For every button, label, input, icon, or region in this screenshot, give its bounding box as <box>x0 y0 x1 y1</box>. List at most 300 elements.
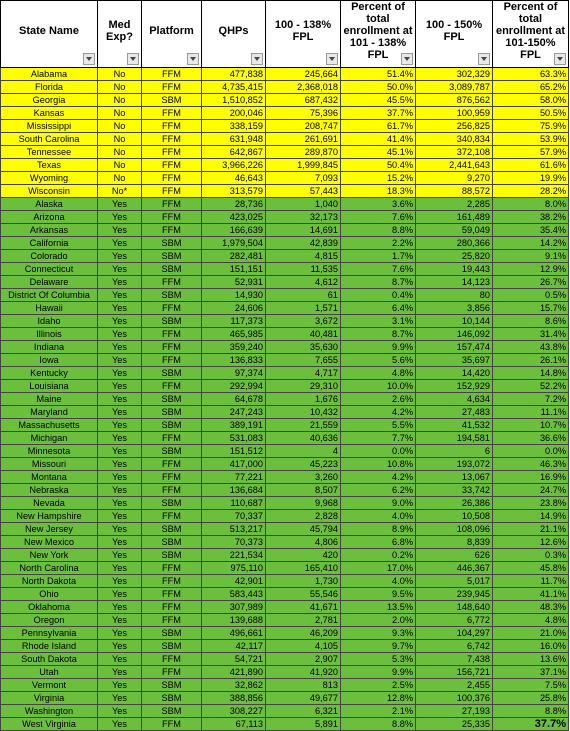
cell-fpl-138[interactable]: 165,410 <box>266 562 341 575</box>
cell-fpl-138[interactable]: 41,671 <box>266 601 341 614</box>
cell-pct-138[interactable]: 3.6% <box>341 198 416 211</box>
cell-pct-138[interactable]: 4.0% <box>341 575 416 588</box>
cell-qhps[interactable]: 77,221 <box>202 471 266 484</box>
cell-pct-138[interactable]: 2.1% <box>341 705 416 718</box>
cell-fpl-138[interactable]: 14,691 <box>266 224 341 237</box>
cell-fpl-150[interactable]: 14,420 <box>416 367 493 380</box>
cell-pct-150[interactable]: 36.6% <box>493 432 569 445</box>
cell-platform[interactable]: FFM <box>142 354 202 367</box>
cell-state-name[interactable]: Ohio <box>1 588 98 601</box>
cell-pct-138[interactable]: 8.8% <box>341 224 416 237</box>
cell-state-name[interactable]: Tennessee <box>1 146 98 159</box>
cell-qhps[interactable]: 70,373 <box>202 536 266 549</box>
cell-pct-138[interactable]: 7.6% <box>341 263 416 276</box>
cell-fpl-150[interactable]: 100,959 <box>416 107 493 120</box>
cell-platform[interactable]: SBM <box>142 523 202 536</box>
table-row[interactable] <box>1 497 569 510</box>
cell-platform[interactable]: FFM <box>142 302 202 315</box>
cell-med-exp[interactable]: Yes <box>98 523 142 536</box>
table-row[interactable] <box>1 679 569 692</box>
cell-pct-150[interactable]: 0.3% <box>493 549 569 562</box>
cell-med-exp[interactable]: Yes <box>98 458 142 471</box>
cell-fpl-138[interactable]: 1,999,845 <box>266 159 341 172</box>
cell-med-exp[interactable]: Yes <box>98 718 142 731</box>
filter-dropdown-icon[interactable] <box>401 53 413 65</box>
cell-pct-150[interactable]: 12.6% <box>493 536 569 549</box>
cell-pct-138[interactable]: 5.3% <box>341 653 416 666</box>
cell-qhps[interactable]: 308,227 <box>202 705 266 718</box>
cell-state-name[interactable]: Oregon <box>1 614 98 627</box>
cell-fpl-150[interactable]: 80 <box>416 289 493 302</box>
cell-pct-150[interactable]: 24.7% <box>493 484 569 497</box>
cell-state-name[interactable]: Delaware <box>1 276 98 289</box>
cell-fpl-138[interactable]: 208,747 <box>266 120 341 133</box>
cell-pct-138[interactable]: 18.3% <box>341 185 416 198</box>
cell-qhps[interactable]: 64,678 <box>202 393 266 406</box>
cell-platform[interactable]: SBM <box>142 367 202 380</box>
cell-state-name[interactable]: Montana <box>1 471 98 484</box>
cell-pct-138[interactable]: 41.4% <box>341 133 416 146</box>
table-row[interactable] <box>1 81 569 94</box>
cell-med-exp[interactable]: Yes <box>98 679 142 692</box>
cell-state-name[interactable]: Missouri <box>1 458 98 471</box>
table-row[interactable] <box>1 523 569 536</box>
cell-fpl-138[interactable]: 1,730 <box>266 575 341 588</box>
cell-platform[interactable]: SBM <box>142 705 202 718</box>
cell-med-exp[interactable]: Yes <box>98 549 142 562</box>
cell-fpl-138[interactable]: 41,920 <box>266 666 341 679</box>
cell-fpl-138[interactable]: 55,546 <box>266 588 341 601</box>
cell-state-name[interactable]: Pennsylvania <box>1 627 98 640</box>
cell-state-name[interactable]: Kansas <box>1 107 98 120</box>
cell-pct-150[interactable]: 28.2% <box>493 185 569 198</box>
cell-qhps[interactable]: 46,643 <box>202 172 266 185</box>
cell-pct-150[interactable]: 65.2% <box>493 81 569 94</box>
cell-fpl-138[interactable]: 57,443 <box>266 185 341 198</box>
cell-fpl-138[interactable]: 4,815 <box>266 250 341 263</box>
cell-fpl-150[interactable]: 161,489 <box>416 211 493 224</box>
cell-fpl-150[interactable]: 2,285 <box>416 198 493 211</box>
cell-pct-150[interactable]: 12.9% <box>493 263 569 276</box>
cell-platform[interactable]: FFM <box>142 484 202 497</box>
cell-fpl-150[interactable]: 148,640 <box>416 601 493 614</box>
cell-state-name[interactable]: Washington <box>1 705 98 718</box>
cell-state-name[interactable]: South Carolina <box>1 133 98 146</box>
cell-state-name[interactable]: Maine <box>1 393 98 406</box>
cell-platform[interactable]: SBM <box>142 289 202 302</box>
cell-pct-150[interactable]: 7.5% <box>493 679 569 692</box>
cell-platform[interactable]: SBM <box>142 640 202 653</box>
cell-pct-150[interactable]: 35.4% <box>493 224 569 237</box>
cell-med-exp[interactable]: Yes <box>98 601 142 614</box>
cell-pct-150[interactable]: 57.9% <box>493 146 569 159</box>
cell-platform[interactable]: SBM <box>142 497 202 510</box>
cell-qhps[interactable]: 24,606 <box>202 302 266 315</box>
cell-qhps[interactable]: 70,337 <box>202 510 266 523</box>
cell-platform[interactable]: FFM <box>142 198 202 211</box>
cell-qhps[interactable]: 388,856 <box>202 692 266 705</box>
table-row[interactable] <box>1 250 569 263</box>
table-row[interactable] <box>1 380 569 393</box>
cell-platform[interactable]: FFM <box>142 666 202 679</box>
cell-platform[interactable]: SBM <box>142 419 202 432</box>
cell-qhps[interactable]: 477,838 <box>202 68 266 81</box>
table-row[interactable] <box>1 705 569 718</box>
cell-fpl-138[interactable]: 4,806 <box>266 536 341 549</box>
cell-fpl-150[interactable]: 25,820 <box>416 250 493 263</box>
cell-fpl-138[interactable]: 6,321 <box>266 705 341 718</box>
table-row[interactable] <box>1 393 569 406</box>
cell-state-name[interactable]: Hawaii <box>1 302 98 315</box>
filter-dropdown-icon[interactable] <box>478 53 490 65</box>
cell-platform[interactable]: FFM <box>142 328 202 341</box>
cell-pct-150[interactable]: 50.5% <box>493 107 569 120</box>
cell-med-exp[interactable]: No <box>98 133 142 146</box>
cell-pct-138[interactable]: 8.7% <box>341 328 416 341</box>
cell-med-exp[interactable]: Yes <box>98 237 142 250</box>
cell-fpl-138[interactable]: 42,839 <box>266 237 341 250</box>
table-row[interactable] <box>1 692 569 705</box>
cell-med-exp[interactable]: Yes <box>98 198 142 211</box>
cell-pct-138[interactable]: 8.7% <box>341 276 416 289</box>
cell-platform[interactable]: SBM <box>142 94 202 107</box>
cell-pct-150[interactable]: 13.6% <box>493 653 569 666</box>
cell-qhps[interactable]: 3,966,226 <box>202 159 266 172</box>
cell-qhps[interactable]: 1,979,504 <box>202 237 266 250</box>
cell-platform[interactable]: SBM <box>142 536 202 549</box>
cell-qhps[interactable]: 28,736 <box>202 198 266 211</box>
cell-platform[interactable]: SBM <box>142 393 202 406</box>
cell-platform[interactable]: FFM <box>142 146 202 159</box>
cell-pct-150[interactable]: 8.0% <box>493 198 569 211</box>
cell-state-name[interactable]: Connecticut <box>1 263 98 276</box>
cell-med-exp[interactable]: Yes <box>98 640 142 653</box>
cell-pct-150[interactable]: 61.6% <box>493 159 569 172</box>
cell-pct-138[interactable]: 51.4% <box>341 68 416 81</box>
cell-pct-138[interactable]: 45.1% <box>341 146 416 159</box>
cell-fpl-150[interactable]: 100,376 <box>416 692 493 705</box>
cell-fpl-150[interactable]: 193,072 <box>416 458 493 471</box>
cell-qhps[interactable]: 513,217 <box>202 523 266 536</box>
cell-pct-150[interactable]: 37.1% <box>493 666 569 679</box>
cell-state-name[interactable]: New Jersey <box>1 523 98 536</box>
table-row[interactable] <box>1 159 569 172</box>
cell-state-name[interactable]: Maryland <box>1 406 98 419</box>
cell-fpl-150[interactable]: 104,297 <box>416 627 493 640</box>
cell-fpl-150[interactable]: 280,366 <box>416 237 493 250</box>
cell-fpl-150[interactable]: 340,834 <box>416 133 493 146</box>
cell-pct-138[interactable]: 7.6% <box>341 211 416 224</box>
cell-platform[interactable]: FFM <box>142 510 202 523</box>
cell-qhps[interactable]: 975,110 <box>202 562 266 575</box>
cell-med-exp[interactable]: No <box>98 172 142 185</box>
cell-fpl-138[interactable]: 8,507 <box>266 484 341 497</box>
cell-fpl-138[interactable]: 49,677 <box>266 692 341 705</box>
cell-qhps[interactable]: 4,735,415 <box>202 81 266 94</box>
cell-pct-150[interactable]: 9.1% <box>493 250 569 263</box>
cell-fpl-150[interactable]: 27,193 <box>416 705 493 718</box>
table-row[interactable] <box>1 432 569 445</box>
cell-pct-150[interactable]: 43.8% <box>493 341 569 354</box>
cell-pct-138[interactable]: 37.7% <box>341 107 416 120</box>
cell-pct-150[interactable]: 19.9% <box>493 172 569 185</box>
filter-dropdown-icon[interactable] <box>326 53 338 65</box>
cell-pct-138[interactable]: 10.0% <box>341 380 416 393</box>
cell-pct-150[interactable]: 11.7% <box>493 575 569 588</box>
table-row[interactable] <box>1 718 569 731</box>
cell-med-exp[interactable]: Yes <box>98 224 142 237</box>
cell-pct-138[interactable]: 0.2% <box>341 549 416 562</box>
filter-dropdown-icon[interactable] <box>251 53 263 65</box>
cell-platform[interactable]: SBM <box>142 406 202 419</box>
cell-med-exp[interactable]: Yes <box>98 276 142 289</box>
cell-platform[interactable]: FFM <box>142 601 202 614</box>
table-row[interactable] <box>1 198 569 211</box>
cell-qhps[interactable]: 42,901 <box>202 575 266 588</box>
cell-platform[interactable]: FFM <box>142 458 202 471</box>
cell-fpl-150[interactable]: 88,572 <box>416 185 493 198</box>
cell-qhps[interactable]: 631,948 <box>202 133 266 146</box>
cell-fpl-150[interactable]: 156,721 <box>416 666 493 679</box>
cell-state-name[interactable]: Arizona <box>1 211 98 224</box>
cell-platform[interactable]: SBM <box>142 315 202 328</box>
cell-fpl-138[interactable]: 245,664 <box>266 68 341 81</box>
cell-pct-150[interactable]: 48.3% <box>493 601 569 614</box>
table-row[interactable] <box>1 302 569 315</box>
cell-qhps[interactable]: 421,890 <box>202 666 266 679</box>
filter-dropdown-icon[interactable] <box>127 53 139 65</box>
cell-pct-138[interactable]: 17.0% <box>341 562 416 575</box>
cell-pct-138[interactable]: 1.7% <box>341 250 416 263</box>
table-row[interactable] <box>1 211 569 224</box>
cell-fpl-150[interactable]: 2,441,643 <box>416 159 493 172</box>
cell-pct-150[interactable]: 8.6% <box>493 315 569 328</box>
cell-med-exp[interactable]: Yes <box>98 575 142 588</box>
cell-state-name[interactable]: Alaska <box>1 198 98 211</box>
table-row[interactable] <box>1 133 569 146</box>
cell-pct-150[interactable]: 16.0% <box>493 640 569 653</box>
table-row[interactable] <box>1 614 569 627</box>
cell-med-exp[interactable]: No <box>98 159 142 172</box>
cell-pct-150[interactable]: 41.1% <box>493 588 569 601</box>
cell-pct-150[interactable]: 75.9% <box>493 120 569 133</box>
cell-fpl-150[interactable]: 19,443 <box>416 263 493 276</box>
cell-fpl-150[interactable]: 41,532 <box>416 419 493 432</box>
cell-pct-138[interactable]: 0.0% <box>341 445 416 458</box>
table-row[interactable] <box>1 458 569 471</box>
table-row[interactable] <box>1 224 569 237</box>
cell-qhps[interactable]: 42,117 <box>202 640 266 653</box>
cell-pct-138[interactable]: 50.4% <box>341 159 416 172</box>
cell-platform[interactable]: FFM <box>142 120 202 133</box>
table-row[interactable] <box>1 666 569 679</box>
cell-med-exp[interactable]: No <box>98 81 142 94</box>
cell-fpl-138[interactable]: 11,535 <box>266 263 341 276</box>
cell-med-exp[interactable]: Yes <box>98 250 142 263</box>
cell-med-exp[interactable]: Yes <box>98 484 142 497</box>
cell-platform[interactable]: FFM <box>142 133 202 146</box>
table-row[interactable] <box>1 185 569 198</box>
cell-fpl-150[interactable]: 35,697 <box>416 354 493 367</box>
cell-pct-138[interactable]: 15.2% <box>341 172 416 185</box>
cell-pct-150[interactable]: 4.8% <box>493 614 569 627</box>
cell-med-exp[interactable]: Yes <box>98 419 142 432</box>
cell-med-exp[interactable]: Yes <box>98 627 142 640</box>
cell-pct-138[interactable]: 0.4% <box>341 289 416 302</box>
cell-qhps[interactable]: 417,000 <box>202 458 266 471</box>
cell-qhps[interactable]: 14,930 <box>202 289 266 302</box>
cell-fpl-138[interactable]: 4,717 <box>266 367 341 380</box>
cell-platform[interactable]: FFM <box>142 68 202 81</box>
cell-qhps[interactable]: 583,443 <box>202 588 266 601</box>
cell-fpl-150[interactable]: 3,856 <box>416 302 493 315</box>
cell-pct-150[interactable]: 26.7% <box>493 276 569 289</box>
cell-platform[interactable]: FFM <box>142 107 202 120</box>
cell-pct-138[interactable]: 2.5% <box>341 679 416 692</box>
cell-platform[interactable]: FFM <box>142 211 202 224</box>
cell-fpl-138[interactable]: 1,676 <box>266 393 341 406</box>
cell-med-exp[interactable]: Yes <box>98 562 142 575</box>
cell-platform[interactable]: SBM <box>142 692 202 705</box>
cell-med-exp[interactable]: Yes <box>98 406 142 419</box>
cell-qhps[interactable]: 221,534 <box>202 549 266 562</box>
cell-med-exp[interactable]: No <box>98 146 142 159</box>
cell-pct-138[interactable]: 6.4% <box>341 302 416 315</box>
cell-med-exp[interactable]: Yes <box>98 497 142 510</box>
cell-pct-138[interactable]: 61.7% <box>341 120 416 133</box>
cell-pct-150[interactable]: 21.0% <box>493 627 569 640</box>
cell-med-exp[interactable]: Yes <box>98 510 142 523</box>
table-row[interactable] <box>1 601 569 614</box>
cell-med-exp[interactable]: Yes <box>98 432 142 445</box>
cell-med-exp[interactable]: Yes <box>98 367 142 380</box>
table-row[interactable] <box>1 445 569 458</box>
cell-fpl-150[interactable]: 302,329 <box>416 68 493 81</box>
cell-state-name[interactable]: New Mexico <box>1 536 98 549</box>
cell-med-exp[interactable]: Yes <box>98 653 142 666</box>
cell-pct-150[interactable]: 21.1% <box>493 523 569 536</box>
cell-med-exp[interactable]: Yes <box>98 328 142 341</box>
cell-state-name[interactable]: Colorado <box>1 250 98 263</box>
cell-state-name[interactable]: Nebraska <box>1 484 98 497</box>
cell-fpl-150[interactable]: 6,742 <box>416 640 493 653</box>
cell-med-exp[interactable]: No <box>98 107 142 120</box>
cell-qhps[interactable]: 139,688 <box>202 614 266 627</box>
cell-qhps[interactable]: 307,989 <box>202 601 266 614</box>
cell-state-name[interactable]: Idaho <box>1 315 98 328</box>
cell-fpl-138[interactable]: 75,396 <box>266 107 341 120</box>
cell-med-exp[interactable]: No <box>98 120 142 133</box>
cell-pct-138[interactable]: 4.8% <box>341 367 416 380</box>
cell-pct-138[interactable]: 9.5% <box>341 588 416 601</box>
cell-fpl-150[interactable]: 9,270 <box>416 172 493 185</box>
cell-med-exp[interactable]: Yes <box>98 445 142 458</box>
cell-fpl-150[interactable]: 8,839 <box>416 536 493 549</box>
cell-pct-150[interactable]: 0.5% <box>493 289 569 302</box>
cell-platform[interactable]: SBM <box>142 263 202 276</box>
cell-state-name[interactable]: Louisiana <box>1 380 98 393</box>
cell-platform[interactable]: SBM <box>142 549 202 562</box>
cell-fpl-138[interactable]: 21,559 <box>266 419 341 432</box>
cell-fpl-138[interactable]: 46,209 <box>266 627 341 640</box>
cell-pct-150[interactable]: 53.9% <box>493 133 569 146</box>
cell-qhps[interactable]: 136,684 <box>202 484 266 497</box>
cell-pct-150[interactable]: 14.8% <box>493 367 569 380</box>
cell-pct-150[interactable]: 8.8% <box>493 705 569 718</box>
cell-qhps[interactable]: 1,510,852 <box>202 94 266 107</box>
table-row[interactable] <box>1 263 569 276</box>
cell-fpl-150[interactable]: 13,067 <box>416 471 493 484</box>
cell-qhps[interactable]: 642,867 <box>202 146 266 159</box>
cell-med-exp[interactable]: Yes <box>98 211 142 224</box>
cell-fpl-138[interactable]: 7,655 <box>266 354 341 367</box>
cell-qhps[interactable]: 292,994 <box>202 380 266 393</box>
cell-platform[interactable]: FFM <box>142 172 202 185</box>
cell-med-exp[interactable]: Yes <box>98 341 142 354</box>
cell-platform[interactable]: FFM <box>142 471 202 484</box>
cell-pct-138[interactable]: 5.6% <box>341 354 416 367</box>
cell-med-exp[interactable]: Yes <box>98 289 142 302</box>
cell-state-name[interactable]: Utah <box>1 666 98 679</box>
cell-platform[interactable]: FFM <box>142 588 202 601</box>
cell-fpl-138[interactable]: 289,870 <box>266 146 341 159</box>
cell-platform[interactable]: SBM <box>142 627 202 640</box>
cell-qhps[interactable]: 200,046 <box>202 107 266 120</box>
cell-pct-138[interactable]: 8.8% <box>341 718 416 731</box>
cell-pct-138[interactable]: 3.1% <box>341 315 416 328</box>
cell-pct-138[interactable]: 6.2% <box>341 484 416 497</box>
table-row[interactable] <box>1 94 569 107</box>
cell-pct-138[interactable]: 9.7% <box>341 640 416 653</box>
cell-med-exp[interactable]: Yes <box>98 471 142 484</box>
cell-pct-150[interactable]: 7.2% <box>493 393 569 406</box>
cell-med-exp[interactable]: Yes <box>98 302 142 315</box>
cell-state-name[interactable]: Michigan <box>1 432 98 445</box>
cell-state-name[interactable]: Kentucky <box>1 367 98 380</box>
cell-fpl-150[interactable]: 33,742 <box>416 484 493 497</box>
cell-pct-150[interactable]: 23.8% <box>493 497 569 510</box>
cell-pct-150[interactable]: 11.1% <box>493 406 569 419</box>
cell-fpl-138[interactable]: 4,612 <box>266 276 341 289</box>
cell-state-name[interactable]: Oklahoma <box>1 601 98 614</box>
cell-platform[interactable]: FFM <box>142 432 202 445</box>
cell-fpl-138[interactable]: 45,794 <box>266 523 341 536</box>
cell-state-name[interactable]: Mississippi <box>1 120 98 133</box>
cell-state-name[interactable]: California <box>1 237 98 250</box>
cell-fpl-138[interactable]: 61 <box>266 289 341 302</box>
cell-platform[interactable]: SBM <box>142 445 202 458</box>
cell-med-exp[interactable]: Yes <box>98 614 142 627</box>
filter-dropdown-icon[interactable] <box>83 53 95 65</box>
cell-fpl-138[interactable]: 3,260 <box>266 471 341 484</box>
cell-fpl-138[interactable]: 261,691 <box>266 133 341 146</box>
table-row[interactable] <box>1 172 569 185</box>
table-row[interactable] <box>1 536 569 549</box>
cell-pct-138[interactable]: 12.8% <box>341 692 416 705</box>
cell-pct-150[interactable]: 26.1% <box>493 354 569 367</box>
cell-state-name[interactable]: Wyoming <box>1 172 98 185</box>
cell-med-exp[interactable]: Yes <box>98 393 142 406</box>
table-row[interactable] <box>1 276 569 289</box>
cell-qhps[interactable]: 54,721 <box>202 653 266 666</box>
cell-fpl-150[interactable]: 59,049 <box>416 224 493 237</box>
cell-state-name[interactable]: Georgia <box>1 94 98 107</box>
table-row[interactable] <box>1 588 569 601</box>
cell-pct-138[interactable]: 2.2% <box>341 237 416 250</box>
table-row[interactable] <box>1 341 569 354</box>
cell-med-exp[interactable]: No <box>98 94 142 107</box>
cell-fpl-150[interactable]: 146,092 <box>416 328 493 341</box>
